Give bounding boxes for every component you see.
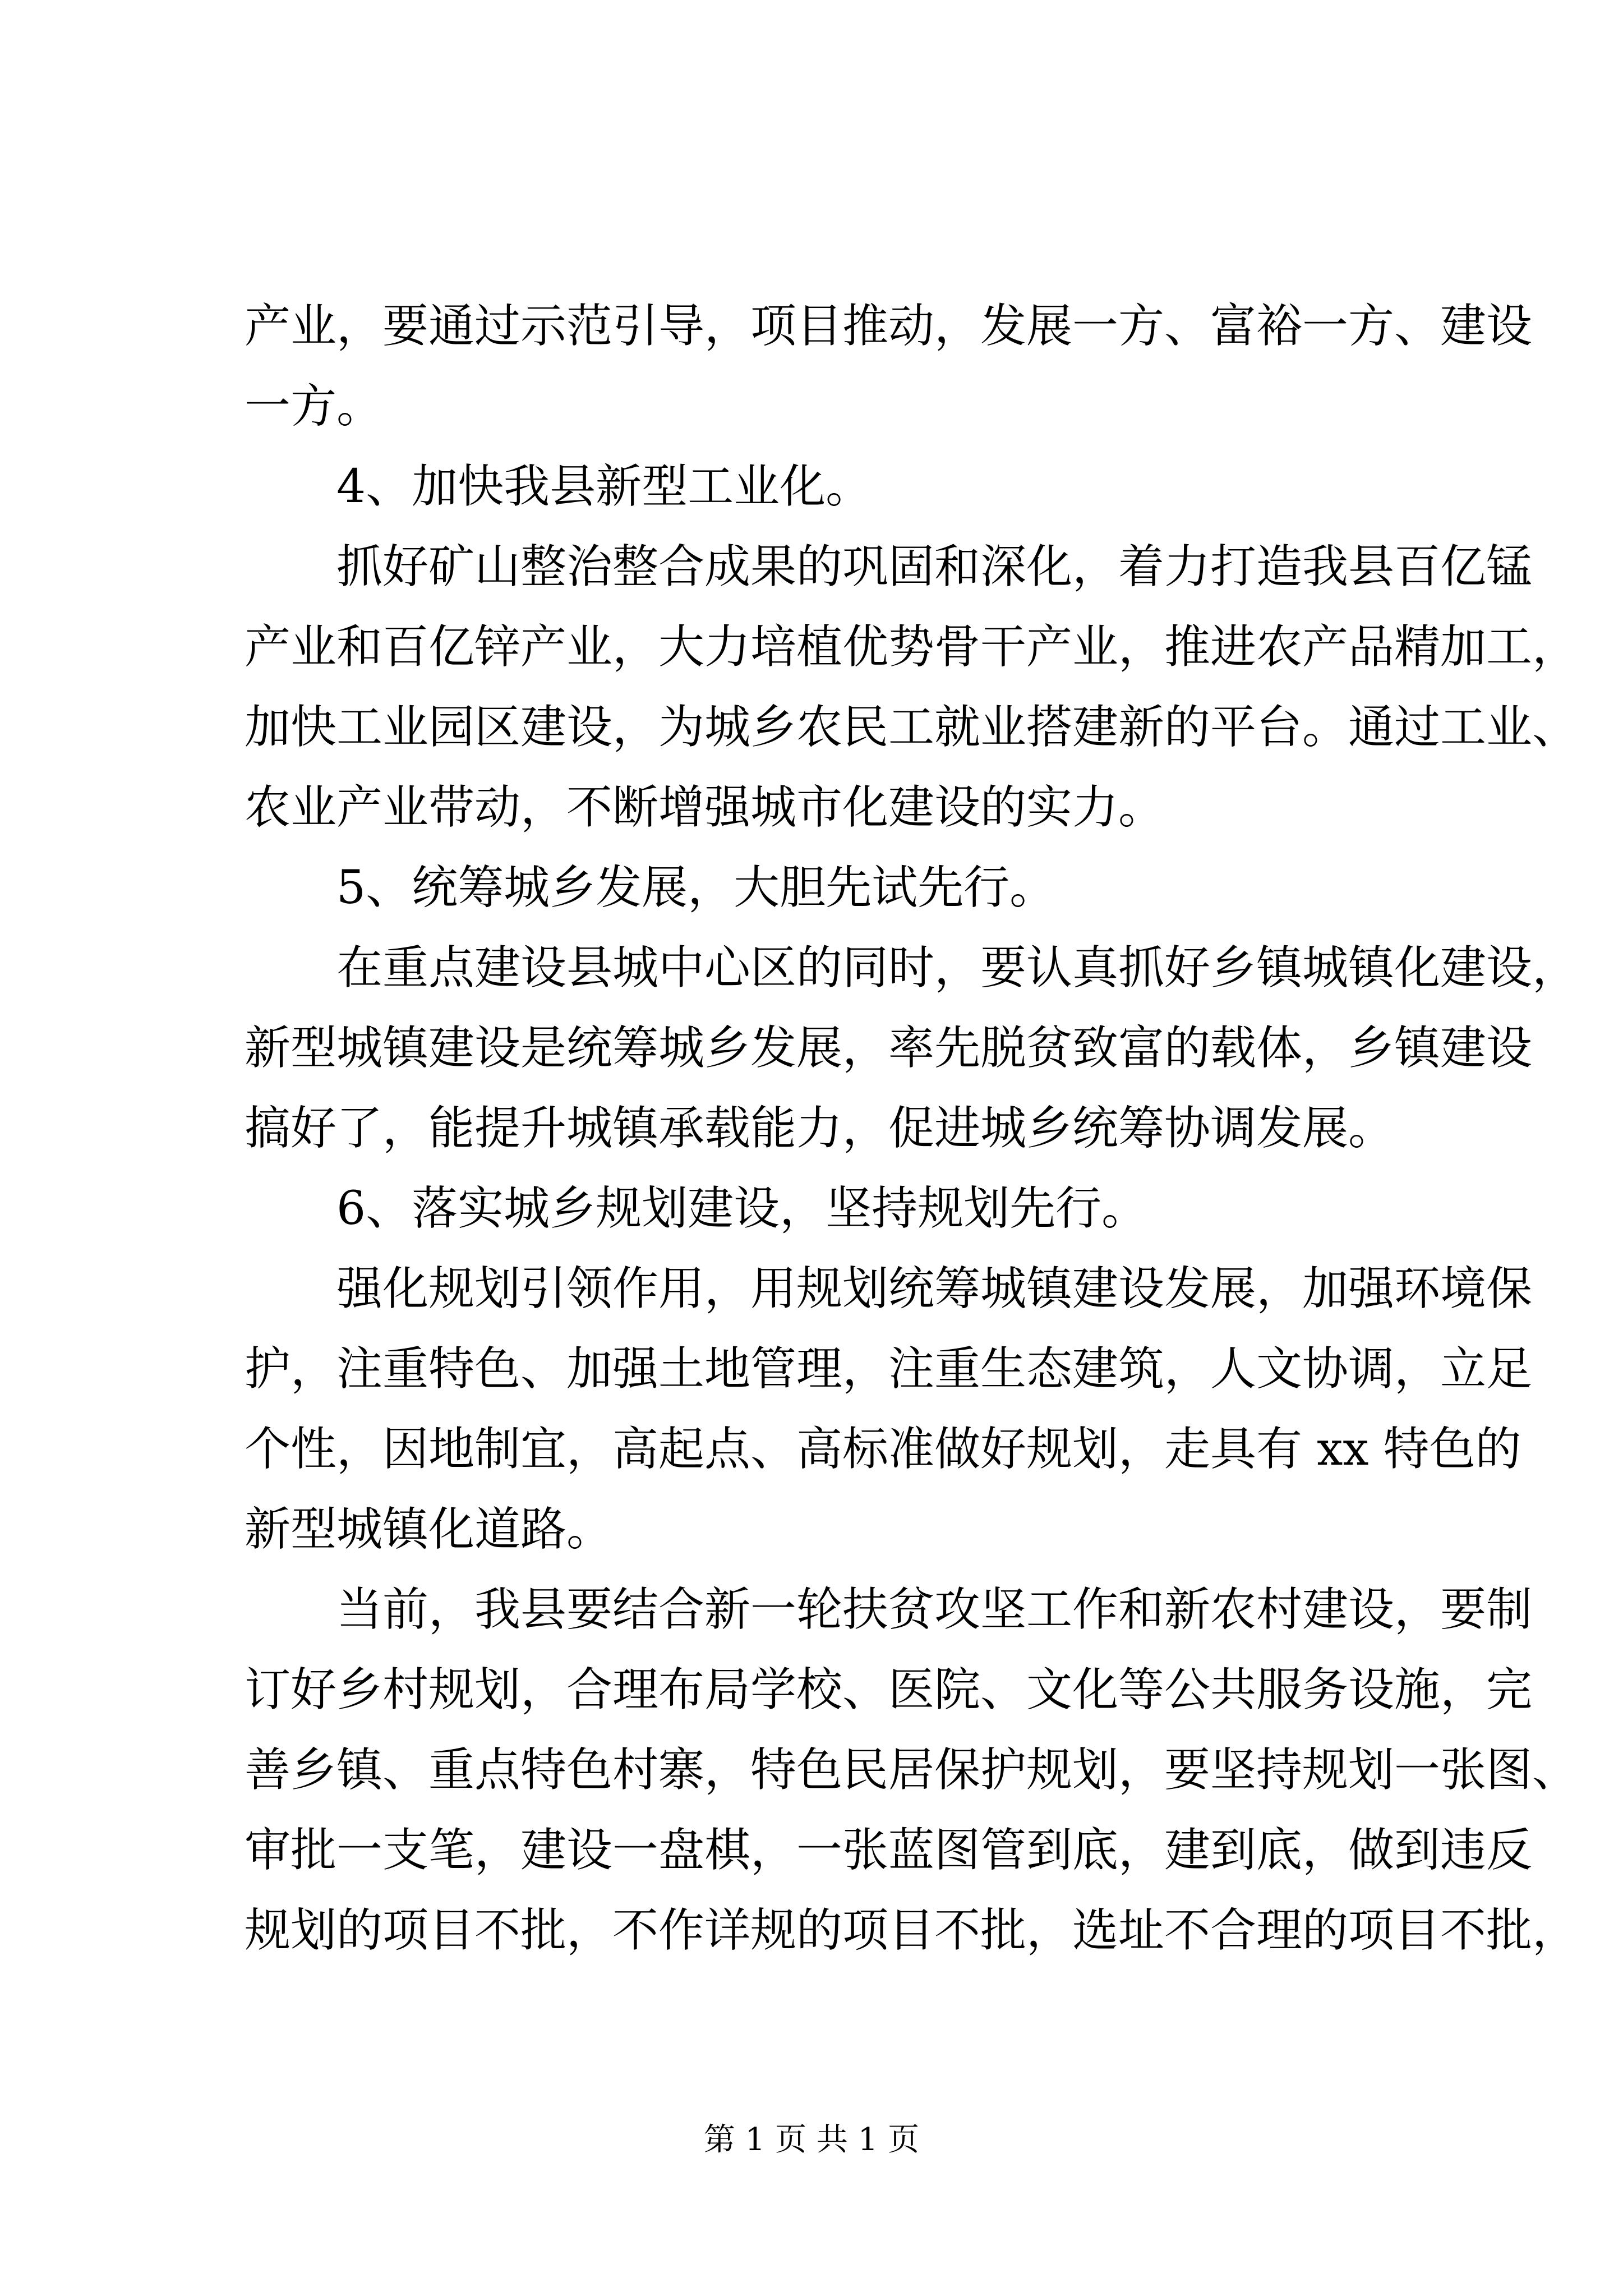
- text-line: 当前，我县要结合新一轮扶贫攻坚工作和新农村建设，要制: [336, 1583, 1533, 1636]
- section-heading: 6、落实城乡规划建设，坚持规划先行。: [336, 1182, 1148, 1235]
- text-line: 护，注重特色、加强土地管理，注重生态建筑，人文协调，立足: [245, 1342, 1533, 1396]
- text-line: 产业和百亿锌产业，大力培植优势骨干产业，推进农产品精加工，: [245, 620, 1579, 674]
- text-line: 一方。: [245, 380, 383, 433]
- section-heading: 5、统筹城乡发展，大胆先试先行。: [336, 861, 1056, 914]
- text-line: 抓好矿山整治整合成果的巩固和深化，着力打造我县百亿锰: [336, 540, 1533, 593]
- text-line: 加快工业园区建设，为城乡农民工就业搭建新的平台。通过工业、: [245, 701, 1579, 754]
- text-line: 强化规划引领作用，用规划统筹城镇建设发展，加强环境保: [336, 1262, 1533, 1315]
- text-line: 善乡镇、重点特色村寨，特色民居保护规划，要坚持规划一张图、: [245, 1743, 1579, 1797]
- text-line: 新型城镇建设是统筹城乡发展，率先脱贫致富的载体，乡镇建设: [245, 1022, 1533, 1075]
- text-line: 审批一支笔，建设一盘棋，一张蓝图管到底，建到底，做到违反: [245, 1824, 1533, 1877]
- text-line: 订好乡村规划，合理布局学校、医院、文化等公共服务设施，完: [245, 1663, 1533, 1717]
- document-body: [245, 286, 1579, 1971]
- text-line: 规划的项目不批，不作详规的项目不批，选址不合理的项目不批，: [245, 1904, 1579, 1957]
- page-number-footer: 第 1 页 共 1 页: [703, 2122, 920, 2158]
- text-line: 搞好了，能提升城镇承载能力，促进城乡统筹协调发展。: [245, 1102, 1395, 1155]
- text-line: 个性，因地制宜，高起点、高标准做好规划，走具有 xx 特色的: [245, 1423, 1521, 1476]
- text-line: 产业，要通过示范引导，项目推动，发展一方、富裕一方、建设: [245, 300, 1533, 353]
- text-line: 在重点建设县城中心区的同时，要认真抓好乡镇城镇化建设，: [336, 941, 1579, 995]
- text-line: 新型城镇化道路。: [245, 1503, 613, 1556]
- section-heading: 4、加快我县新型工业化。: [336, 460, 872, 513]
- text-line: 农业产业带动，不断增强城市化建设的实力。: [245, 781, 1165, 834]
